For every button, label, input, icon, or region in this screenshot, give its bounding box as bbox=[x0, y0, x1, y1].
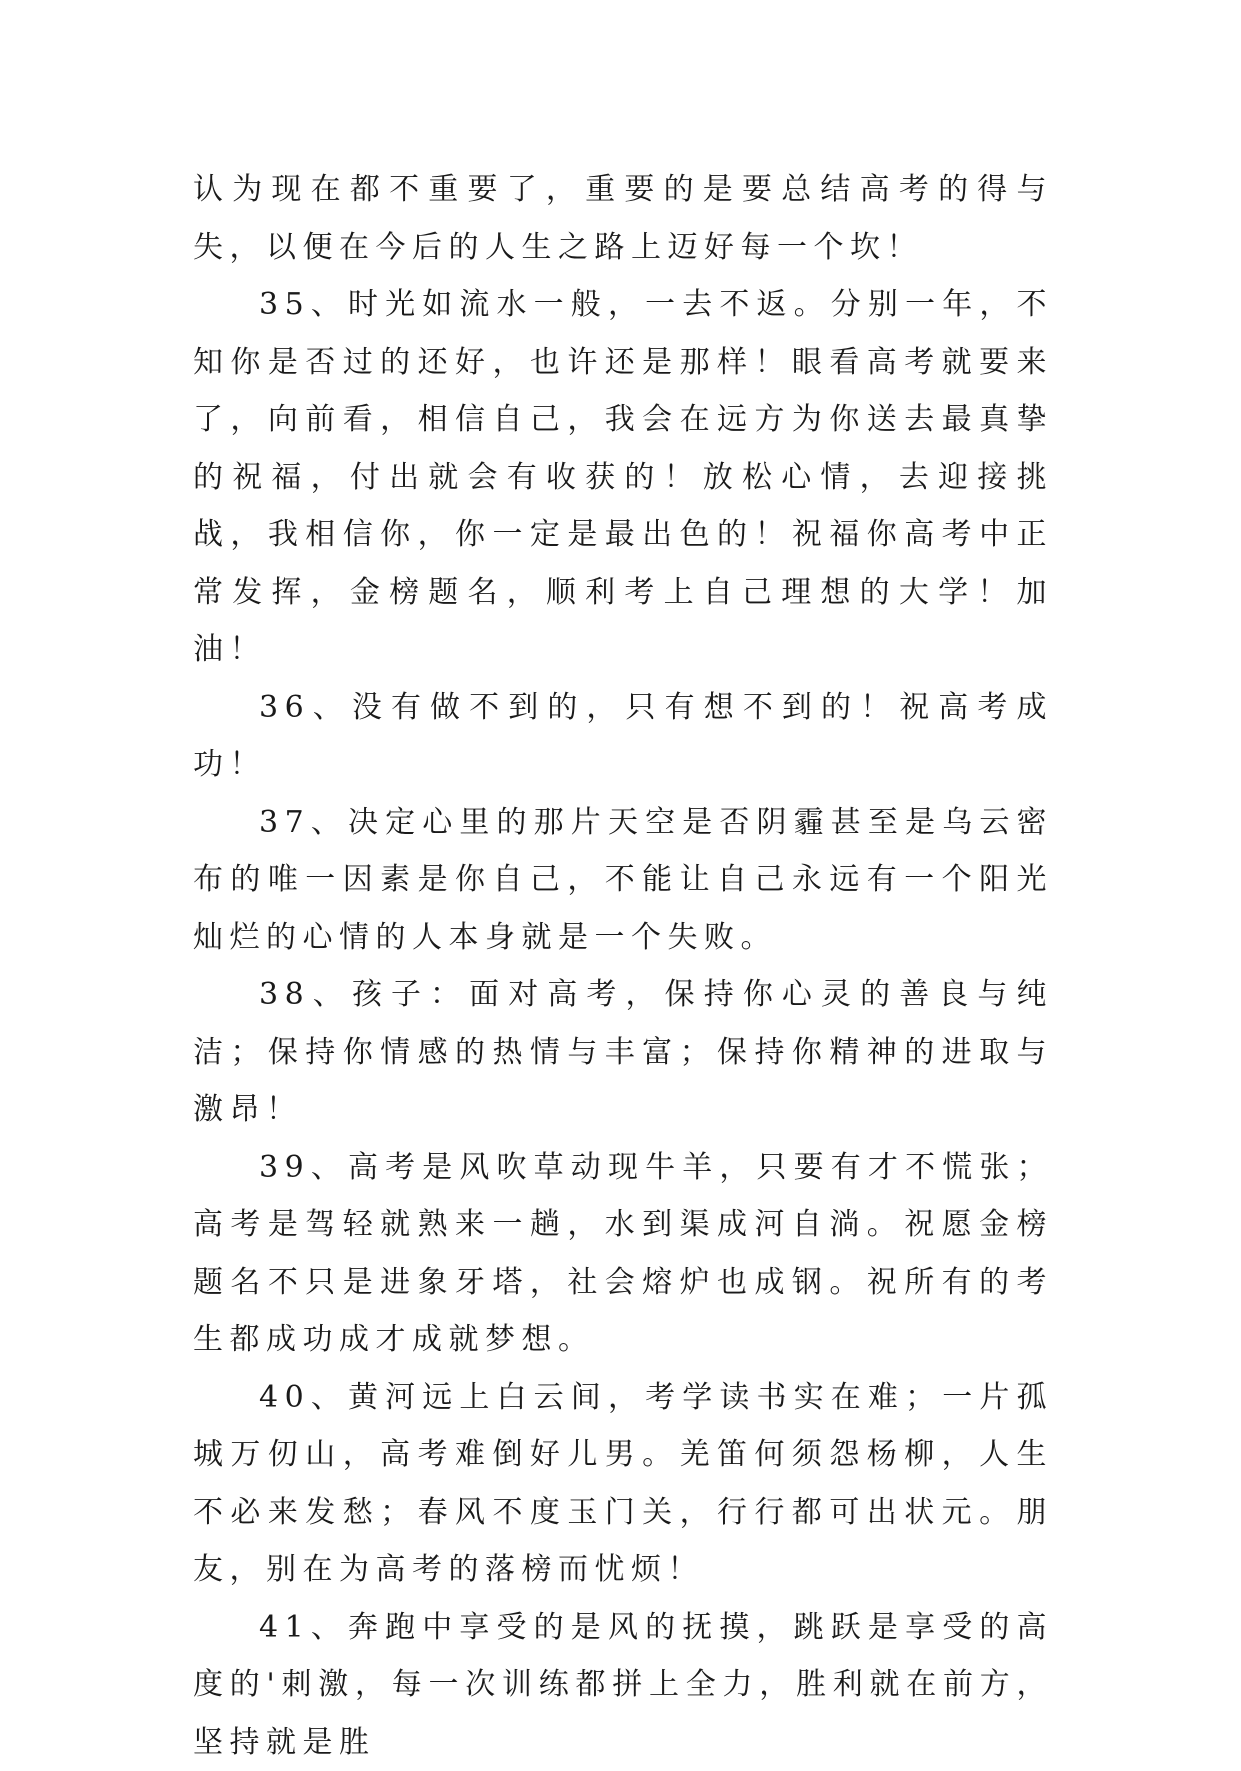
paragraph-36: 36、没有做不到的，只有想不到的！祝高考成功！ bbox=[193, 679, 1053, 794]
paragraph-41: 41、奔跑中享受的是风的抚摸，跳跃是享受的高度的'刺激，每一次训练都拼上全力，胜利就在前方，坚持就是胜 bbox=[193, 1599, 1053, 1771]
paragraph-40: 40、黄河远上白云间，考学读书实在难；一片孤城万仞山，高考难倒好儿男。羌笛何须怨杨柳，人生不必来发愁；春风不度玉门关，行行都可出状元。朋友，别在为高考的落榜而忧烦！ bbox=[193, 1369, 1053, 1599]
paragraph-39: 39、高考是风吹草动现牛羊，只要有才不慌张；高考是驾轻就熟来一趟，水到渠成河自淌。祝愿金榜题名不只是进象牙塔，社会熔炉也成钢。祝所有的考生都成功成才成就梦想。 bbox=[193, 1139, 1053, 1369]
document-page bbox=[193, 161, 1053, 1771]
paragraph-continuation: 认为现在都不重要了，重要的是要总结高考的得与失，以便在今后的人生之路上迈好每一个坎！ bbox=[193, 161, 1053, 276]
paragraph-37: 37、决定心里的那片天空是否阴霾甚至是乌云密布的唯一因素是你自己，不能让自己永远有一个阳光灿烂的心情的人本身就是一个失败。 bbox=[193, 794, 1053, 967]
paragraph-35: 35、时光如流水一般，一去不返。分别一年，不知你是否过的还好，也许还是那样！眼看高考就要来了，向前看，相信自己，我会在远方为你送去最真挚的祝福，付出就会有收获的！放松心情，去迎接挑战，我相信你，你一定是最出色的！祝福你高考中正常发挥，金榜题名，顺利考上自己理想的大学！加油！ bbox=[193, 276, 1053, 679]
paragraph-38: 38、孩子：面对高考，保持你心灵的善良与纯洁；保持你情感的热情与丰富；保持你精神的进取与激昂！ bbox=[193, 966, 1053, 1139]
